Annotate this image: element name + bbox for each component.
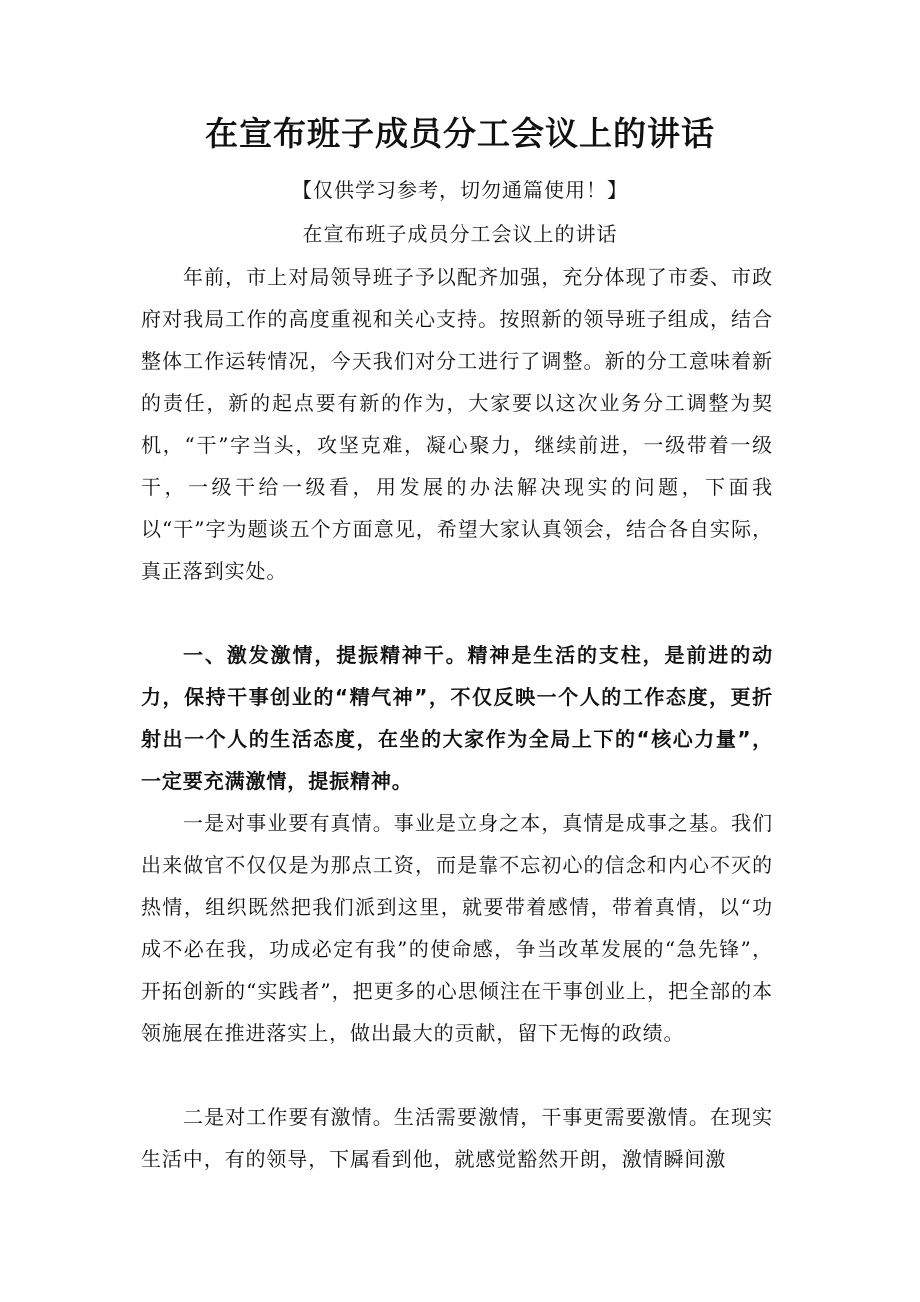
paragraph-point-1: 一是对事业要有真情。事业是立身之本，真情是成事之基。我们出来做官不仅仅是为那点工资，而是靠不忘初心的信念和内心不灭的热情，组织既然把我们派到这里，就要带着感情，带着真情，以“功成不必在我，功成必定有我”的使命感，争当改革发展的“急先锋”，开拓创新的“实践者”，把更多的心思倾注在干事创业上，把全部的本领施展在推进落实上，做出最大的贡献，留下无悔的政绩。 [141, 811, 773, 1045]
paragraph-intro: 年前，市上对局领导班子予以配齐加强，充分体现了市委、市政府对我局工作的高度重视和关心支持。按照新的领导班子组成，结合整体工作运转情况，今天我们对分工进行了调整。新的分工意味着新的责任，新的起点要有新的作为，大家要以这次业务分工调整为契机，“干”字当头，攻坚克难，凝心聚力，继续前进，一级带着一级干，一级干给一级看，用发展的办法解决现实的问题，下面我以“干”字为题谈五个方面意见，希望大家认真领会，结合各自实际，真正落到实处。 [141, 265, 773, 583]
document-subtitle: 在宣布班子成员分工会议上的讲话 [302, 222, 618, 246]
usage-note: 【仅供学习参考，切勿通篇使用！】 [292, 178, 628, 202]
document-title: 在宣布班子成员分工会议上的讲话 [205, 114, 715, 153]
paragraph-point-2: 二是对工作要有激情。生活需要激情，干事更需要激情。在现实生活中，有的领导，下属看到他，就感觉豁然开朗，激情瞬间激 [141, 1105, 773, 1171]
section-heading-1: 一、激发激情，提振精神干。精神是生活的支柱，是前进的动力，保持干事创业的“精气神”，不仅反映一个人的工作态度，更折射出一个人的生活态度，在坐的大家作为全局上下的“核心力量”，一定要充满激情，提振精神。 [141, 643, 773, 793]
